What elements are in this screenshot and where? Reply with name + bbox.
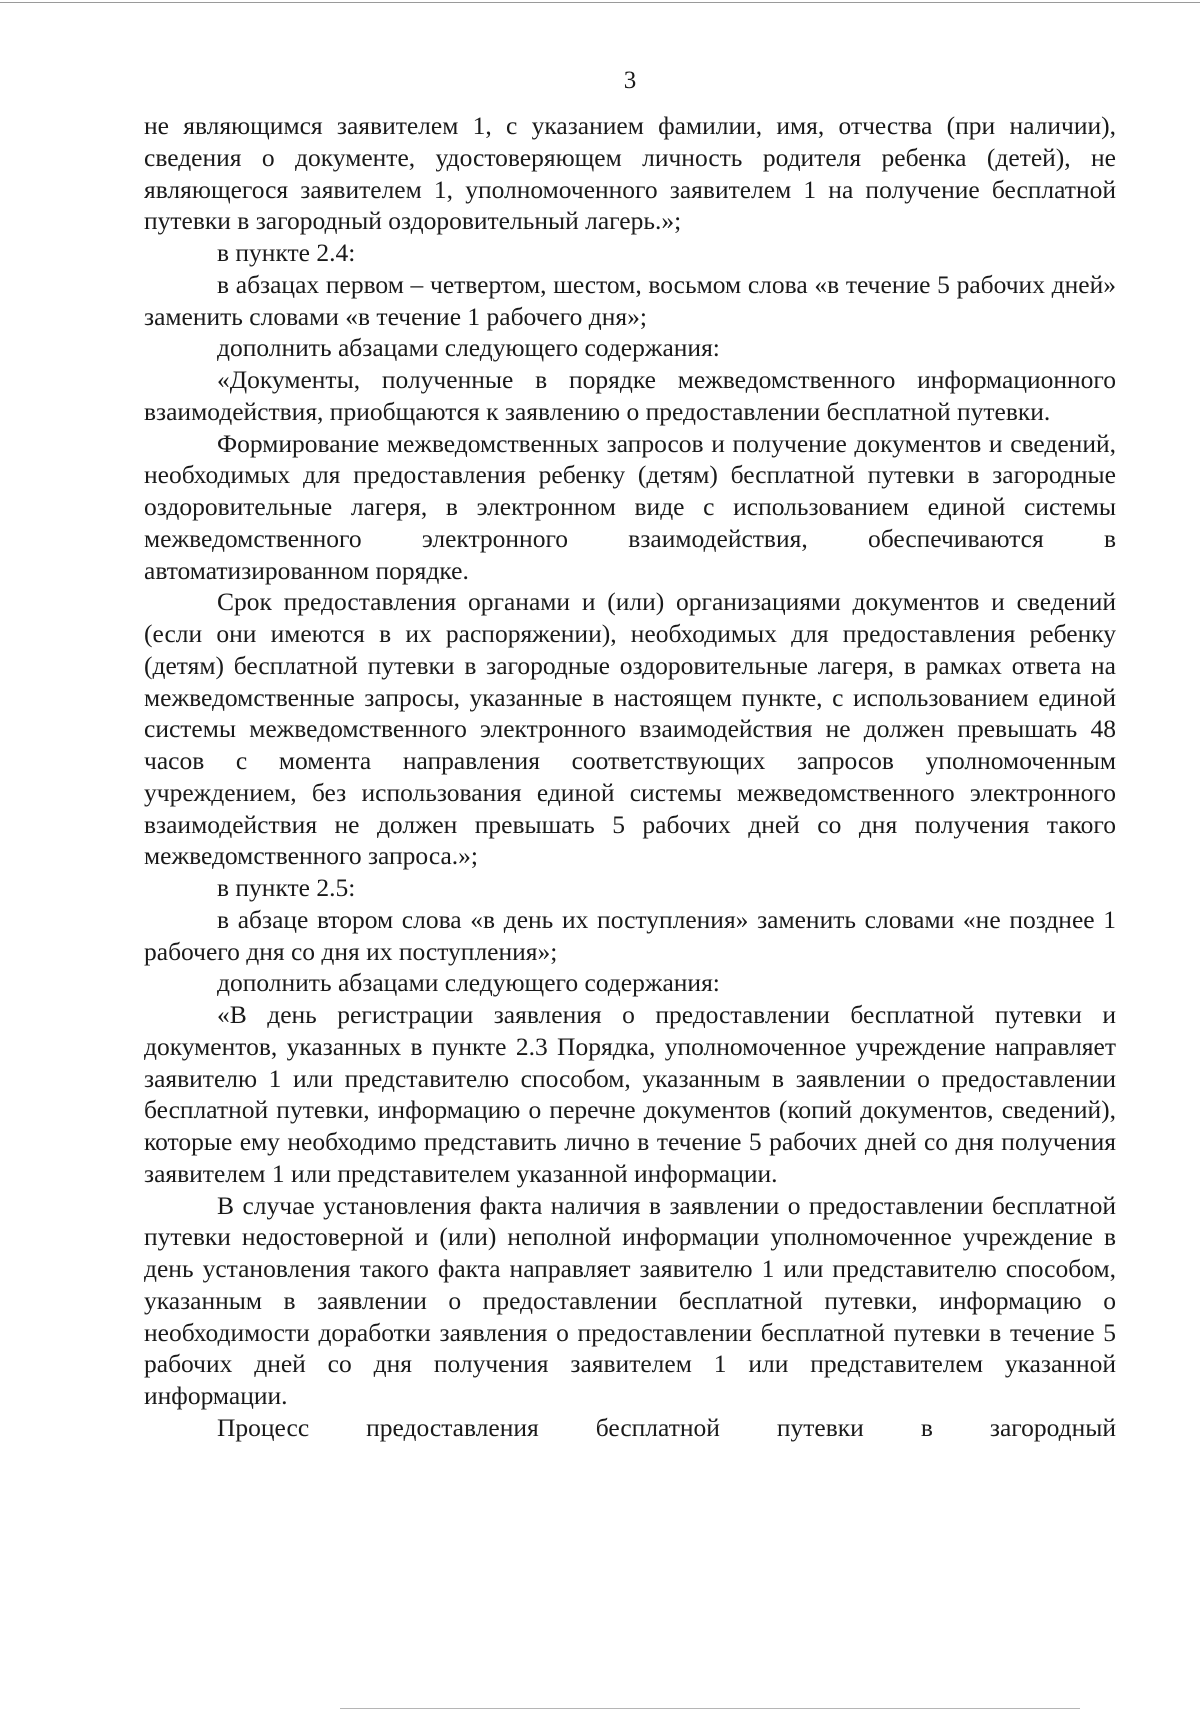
paragraph-replace-deadline: в абзацах первом – четвертом, шестом, восьмом слова «в течение 5 рабочих дней» заменить словами «в течение 1 рабочего дня»; xyxy=(144,269,1116,331)
paragraph-requests-automated: Формирование межведомственных запросов и получение документов и сведений, необходимых для предоставления ребенку (детям) бесплатной путевки в загородные оздоровительные лагеря, в электронном виде с использованием единой системы межведомственного электронного взаимодействия, обеспечиваются в автоматизированном порядке. xyxy=(144,428,1116,585)
paragraph-documents-attached: «Документы, полученные в порядке межведомственного информационного взаимодействия, приобщаются к заявлению о предоставлении бесплатной путевки. xyxy=(144,365,1116,426)
document-body xyxy=(144,110,1116,1444)
paragraph-clause-2-4: в пункте 2.4: xyxy=(217,238,356,267)
paragraph-registration-day: «В день регистрации заявления о предоставлении бесплатной путевки и документов, указанных в пункте 2.3 Порядка, уполномоченное учреждение направляет заявителю 1 или представителю способом, указанным в заявлении о предоставлении бесплатной путевки, информацию о перечне документов (копий документов, сведений), которые ему необходимо представить лично в течение 5 рабочих дней со дня получения заявителем 1 или представителем указанной информации. xyxy=(144,1000,1116,1188)
top-scan-edge xyxy=(0,2,1200,3)
paragraph-inaccurate-info: В случае установления факта наличия в заявлении о предоставлении бесплатной путевки недостоверной и (или) неполной информации уполномоченное учреждение в день установления такого факта направляет заявителю 1 или представителю способом, указанным в заявлении о предоставлении бесплатной путевки, информацию о необходимости доработки заявления о предоставлении бесплатной путевки в течение 5 рабочих дней со дня получения заявителем 1 или представителем указанной информации. xyxy=(144,1190,1116,1410)
paragraph-continuation: не являющимся заявителем 1, с указанием фамилии, имя, отчества (при наличии), сведения о документе, удостоверяющем личность родителя ребенка (детей), не являющегося заявителем 1, уполномоченного заявителем 1 на получение бесплатной путевки в загородный оздоровительный лагерь.»; xyxy=(144,111,1116,236)
paragraph-response-deadline: Срок предоставления органами и (или) организациями документов и сведений (если они имеются в их распоряжении), необходимых для предоставления ребенку (детям) бесплатной путевки в загородные оздоровительные лагеря, в рамках ответа на межведомственные запросы, указанные в настоящем пункте, с использованием единой системы межведомственного электронного взаимодействия не должен превышать 48 часов с момента направления соответствующих запросов уполномоченным учреждением, без использования единой системы межведомственного электронного взаимодействия не должен превышать 5 рабочих дней со дня получения такого межведомственного запроса.»; xyxy=(144,587,1116,871)
paragraph-add-intro-1: дополнить абзацами следующего содержания: xyxy=(217,333,720,363)
page-number: 3 xyxy=(623,67,637,94)
bottom-scan-edge xyxy=(340,1708,1080,1709)
paragraph-process-start: Процесс предоставления бесплатной путевки в загородный xyxy=(217,1412,1116,1442)
paragraph-clause-2-5: в пункте 2.5: xyxy=(217,873,356,902)
paragraph-add-intro-2: дополнить абзацами следующего содержания: xyxy=(217,968,720,998)
paragraph-replace-receipt-day: в абзаце втором слова «в день их поступления» заменить словами «не позднее 1 рабочего дня со дня их поступления»; xyxy=(144,904,1116,966)
